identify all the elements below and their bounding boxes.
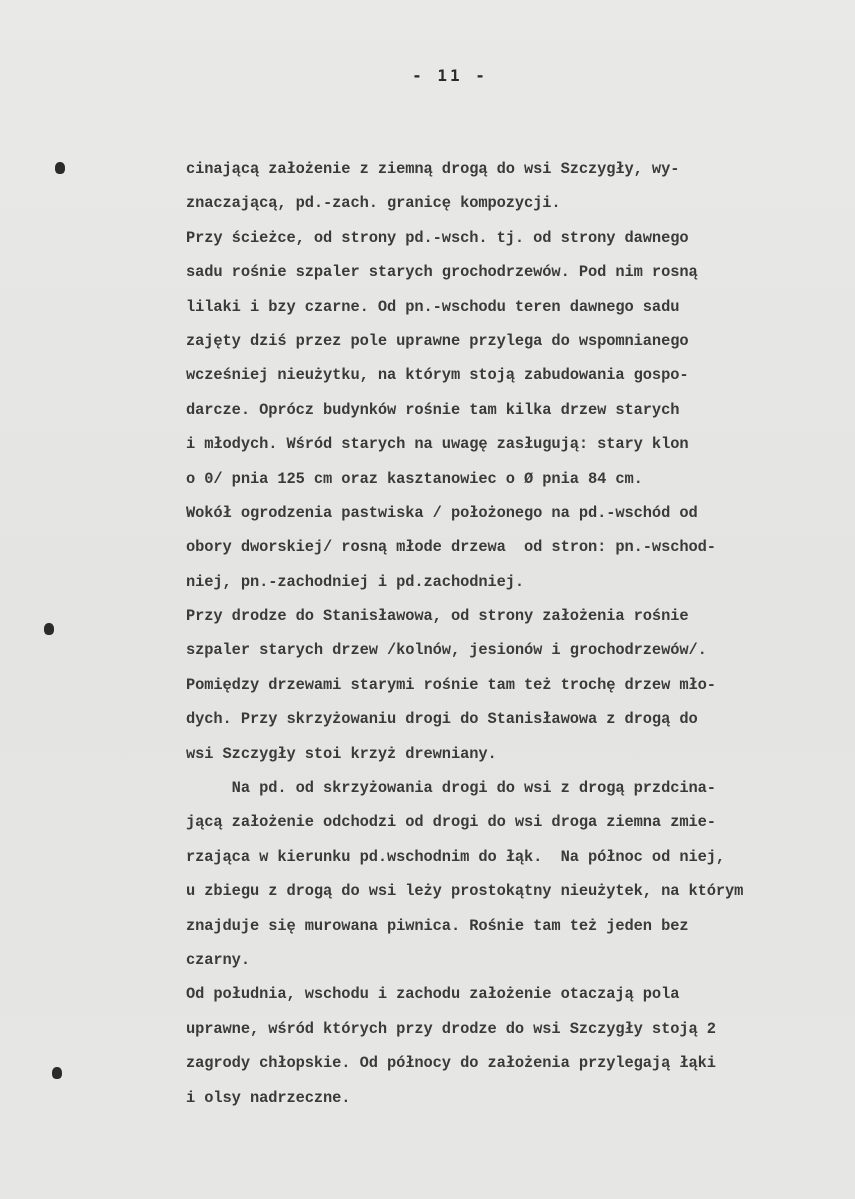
text-line: sadu rośnie szpaler starych grochodrzewów. Pod nim rosną (186, 263, 698, 282)
text-line: Wokół ogrodzenia pastwiska / położonego na pd.-wschód od (186, 503, 698, 522)
text-line: darcze. Oprócz budynków rośnie tam kilka drzew starych (186, 400, 680, 419)
text-line: uprawne, wśród których przy drodze do wsi Szczygły stoją 2 (186, 1019, 716, 1038)
punch-hole-mark (55, 162, 65, 174)
text-line: wsi Szczygły stoi krzyż drewniany. (186, 744, 497, 763)
text-line: wcześniej nieużytku, na którym stoją zabudowania gospo- (186, 366, 689, 385)
body-text (186, 152, 846, 1115)
text-line: dych. Przy skrzyżowaniu drogi do Stanisławowa z drogą do (186, 710, 698, 729)
text-line: i młodych. Wśród starych na uwagę zasługują: stary klon (186, 435, 689, 454)
text-line: u zbiegu z drogą do wsi leży prostokątny nieużytek, na którym (186, 882, 744, 901)
text-line: znaczającą, pd.-zach. granicę kompozycji. (186, 194, 561, 213)
punch-hole-mark (44, 623, 54, 635)
text-line: niej, pn.-zachodniej i pd.zachodniej. (186, 572, 525, 591)
text-line: Przy ścieżce, od strony pd.-wsch. tj. od strony dawnego (186, 228, 689, 247)
text-line: Na pd. od skrzyżowania drogi do wsi z drogą przdcina- (186, 779, 716, 798)
text-line: szpaler starych drzew /kolnów, jesionów i grochodrzewów/. (186, 641, 707, 660)
text-line: Od południa, wschodu i zachodu założenie otaczają pola (186, 985, 680, 1004)
punch-hole-mark (52, 1067, 62, 1079)
text-line: Przy drodze do Stanisławowa, od strony założenia rośnie (186, 607, 689, 626)
text-line: rzająca w kierunku pd.wschodnim do łąk. Na północ od niej, (186, 847, 726, 866)
text-line: jącą założenie odchodzi od drogi do wsi droga ziemna zmie- (186, 813, 716, 832)
text-line: zagrody chłopskie. Od północy do założenia przylegają łąki (186, 1054, 716, 1073)
text-line: lilaki i bzy czarne. Od pn.-wschodu teren dawnego sadu (186, 297, 680, 316)
text-line: czarny. (186, 950, 250, 969)
text-line: zajęty dziś przez pole uprawne przylega do wspomnianego (186, 331, 689, 350)
page-number: - 11 - (412, 66, 488, 85)
text-line: Pomiędzy drzewami starymi rośnie tam też trochę drzew mło- (186, 675, 716, 694)
text-line: znajduje się murowana piwnica. Rośnie tam też jeden bez (186, 916, 689, 935)
text-line: obory dworskiej/ rosną młode drzewa od stron: pn.-wschod- (186, 538, 716, 557)
text-line: o 0/ pnia 125 cm oraz kasztanowiec o Ø pnia 84 cm. (186, 469, 643, 488)
text-line: cinającą założenie z ziemną drogą do wsi Szczygły, wy- (186, 160, 680, 178)
text-line: i olsy nadrzeczne. (186, 1088, 351, 1107)
